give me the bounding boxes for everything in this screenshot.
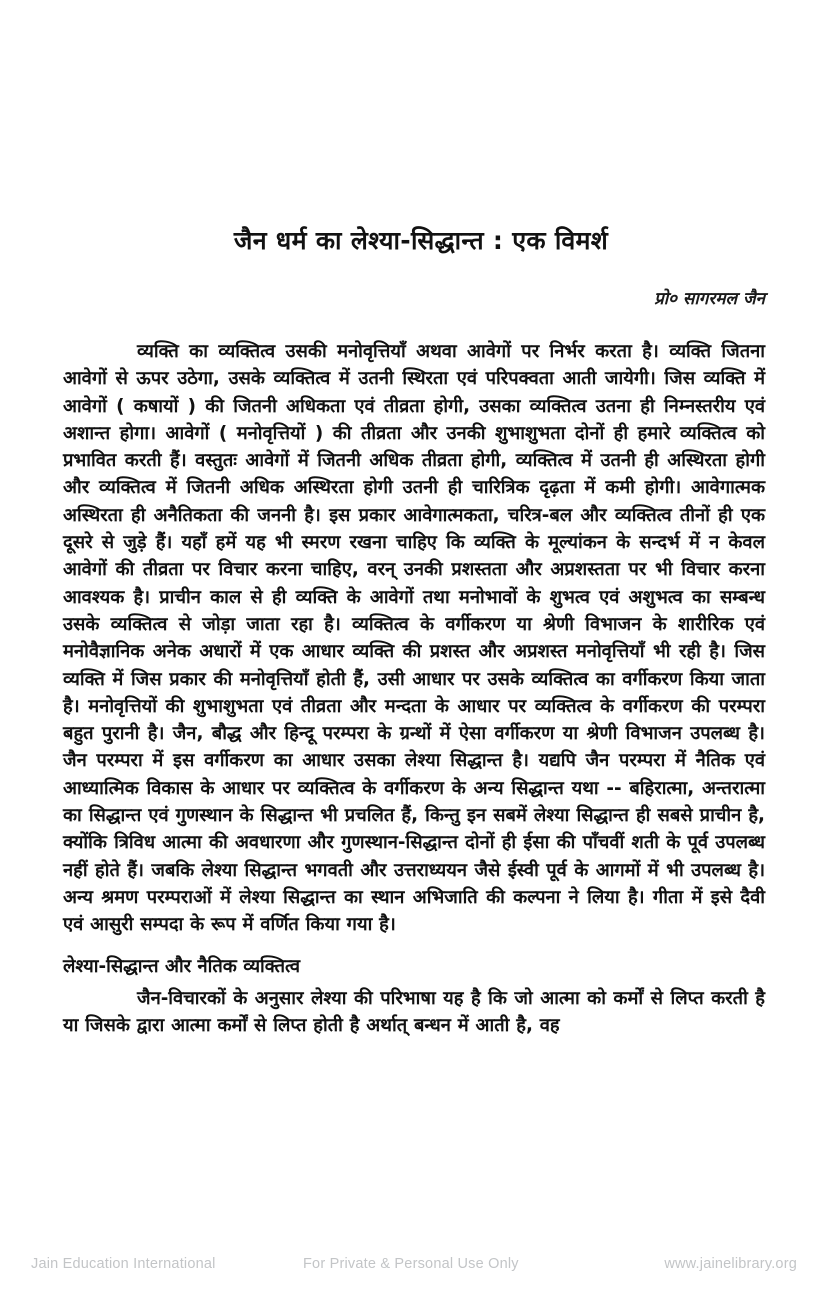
footer-publisher: Jain Education International bbox=[31, 1256, 216, 1272]
footer-usage-notice: For Private & Personal Use Only bbox=[303, 1256, 519, 1272]
body-paragraph-2: जैन-विचारकों के अनुसार लेश्या की परिभाषा यह है कि जो आत्मा को कर्मों से लिप्त करती है या जिसके द्वारा आत्मा कर्मों से लिप्त होती है अर्थात् बन्धन में आती है, वह bbox=[63, 987, 765, 1037]
body-paragraph-1: व्यक्ति का व्यक्तित्व उसकी मनोवृत्तियाँ अथवा आवेगों पर निर्भर करता है। व्यक्ति जितना आवेगों से ऊपर उठेगा, उसके व्यक्तित्व में उतनी स्थिरता एवं परिपक्वता आती जायेगी। जिस व्यक्ति में आवेगों ( कषायों ) की जितनी अधिकता एवं तीव्रता होगी, उसका व्यक्तित्व उतना ही निम्नस्तरीय एवं अशान्त होगा। आवेगों ( मनोवृत्तियों ) की तीव्रता और उनकी शुभाशुभता दोनों ही हमारे व्यक्तित्व को प्रभावित करती हैं। वस्तुतः आवेगों में जितनी अधिक तीव्रता होगी, व्यक्तित्व में उतनी ही अस्थिरता होगी और व्यक्तित्व में जितनी अधिक अस्थिरता होगी उतनी ही चारित्रिक दृढ़ता में कमी होगी। आवेगात्मक अस्थिरता ही अनैतिकता की जननी है। इस प्रकार आवेगात्मकता, चरित्र-बल और व्यक्तित्व तीनों ही एक दूसरे से जुड़े हैं। यहाँ हमें यह भी स्मरण रखना चाहिए कि व्यक्ति के मूल्यांकन के सन्दर्भ में न केवल आवेगों की तीव्रता पर विचार करना चाहिए, वरन् उनकी प्रशस्तता और अप्रशस्तता पर भी विचार करना आवश्यक है। प्राचीन काल से ही व्यक्ति के आवेगों तथा मनोभावों के शुभत्व एवं अशुभत्व का सम्बन्ध उसके व्यक्तित्व से जोड़ा जाता रहा है। व्यक्तित्व के वर्गीकरण या श्रेणी विभाजन के शारीरिक एवं मनोवैज्ञानिक अनेक अधारों में एक आधार व्यक्ति की प्रशस्त और अप्रशस्त मनोवृत्तियाँ भी रही है। जिस व्यक्ति में जिस प्रकार की मनोवृत्तियाँ होती हैं, उसी आधार पर उसके व्यक्तित्व का वर्गीकरण किया जाता है। मनोवृत्तियों की शुभाशुभता एवं तीव्रता और मन्दता के आधार पर व्यक्तित्व के वर्गीकरण की परम्परा बहुत पुरानी है। जैन, बौद्ध और हिन्दू परम्परा के ग्रन्थों में ऐसा वर्गीकरण या श्रेणी विभाजन उपलब्ध है। जैन परम्परा में इस वर्गीकरण का आधार उसका लेश्या सिद्धान्त है। यद्यपि जैन परम्परा में नैतिक एवं आध्यात्मिक विकास के आधार पर व्यक्तित्व के वर्गीकरण के अन्य सिद्धान्त यथा -- बहिरात्मा, अन्तरात्मा का सिद्धान्त एवं गुणस्थान के सिद्धान्त भी प्रचलित हैं, किन्तु इन सबमें लेश्या सिद्धान्त ही सबसे प्राचीन है, क्योंकि त्रिविध आत्मा की अवधारणा और गुणस्थान-सिद्धान्त दोनों ही ईसा की पाँचवीं शती के पूर्व उपलब्ध नहीं होते हैं। जबकि लेश्या सिद्धान्त भगवती और उत्तराध्ययन जैसे ईस्वी पूर्व के आगमों में भी उपलब्ध है। अन्य श्रमण परम्पराओं में लेश्या सिद्धान्त का स्थान अभिजाति की कल्पना ने लिया है। गीता में इसे दैवी एवं आसुरी सम्पदा के रूप में वर्णित किया गया है। bbox=[63, 341, 765, 936]
page-footer bbox=[0, 1256, 828, 1280]
document-body bbox=[63, 338, 765, 1039]
author-byline: प्रो० सागरमल जैन bbox=[654, 289, 765, 309]
page-title: जैन धर्म का लेश्या-सिद्धान्त : एक विमर्श bbox=[233, 225, 609, 255]
footer-website-url: www.jainelibrary.org bbox=[664, 1256, 797, 1272]
section-heading-leshya-siddhanta: लेश्या-सिद्धान्त और नैतिक व्यक्तित्व bbox=[63, 955, 301, 977]
